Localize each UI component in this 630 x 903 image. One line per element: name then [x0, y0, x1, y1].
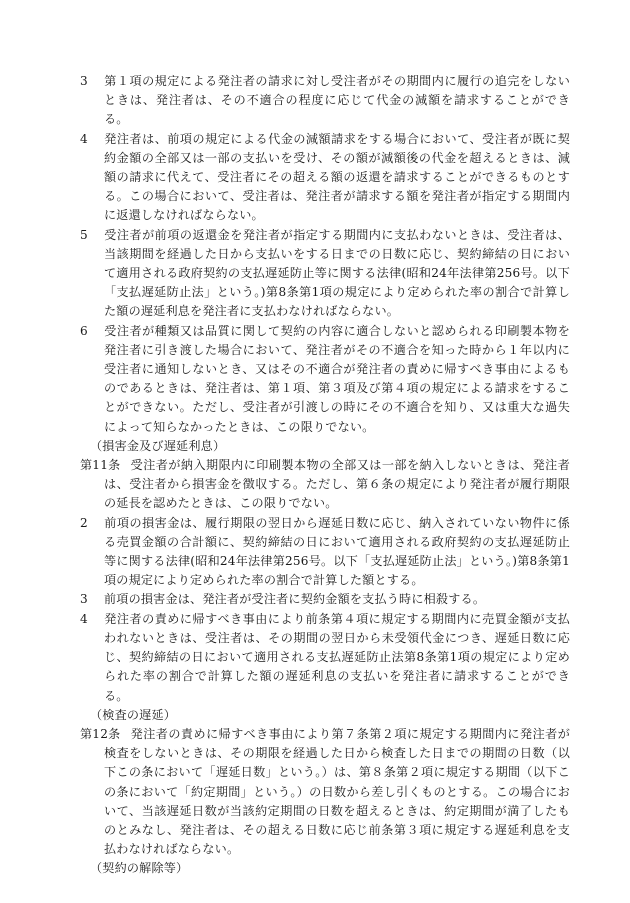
article-number: 第12条: [80, 726, 121, 741]
clause-paragraph: [80, 514, 570, 591]
article-text: 受注者が納入期限内に印刷製本物の全部又は一部を納入しないときは、発注者は、受注者から損害金を徴収する。ただし、第６条の規定により発注者が履行期限の延長を認めたときは、この限りでない。: [104, 458, 570, 511]
clause-number: 3: [80, 74, 88, 88]
clause-text: 前項の損害金は、発注者が受注者に契約金額を支払う時に相殺する。: [104, 592, 486, 607]
clause-text: 前項の損害金は、履行期限の翌日から遅延日数に応じ、納入されていない物件に係る売買金額の合計額に、契約締結の日において適用される政府契約の支払遅延防止等に関する法律(昭和24年法律第256号。以下「支払遅延防止法」という。)第8条第1項の規定により定められた率の割合で計算した額とする。: [104, 515, 570, 588]
clause-paragraph: [80, 72, 570, 130]
clause-number: 2: [80, 515, 88, 530]
clause-paragraph: [80, 590, 570, 609]
clause-text: 第１項の規定による発注者の請求に対し受注者がその期間内に履行の追完をしないときは、発注者は、その不適合の程度に応じて代金の減額を請求することができる。: [104, 74, 570, 127]
section-heading: （契約の解除等）: [90, 861, 189, 876]
clause-paragraph: [80, 610, 570, 706]
clause-text: 発注者は、前項の規定による代金の減額請求をする場合において、受注者が既に契約金額の全部又は一部の支払いを受け、その額が減額後の代金を超えるときは、減額の請求に代えて、受注者にその超える額の返還を請求することができるものとする。この場合において、受注者は、発注者が請求する額を発注者が指定する期間内に返還しなければならない。: [104, 131, 570, 223]
clause-paragraph: [80, 322, 570, 437]
clause-number: 6: [80, 323, 88, 338]
article-text: 発注者の責めに帰すべき事由により第７条第２項に規定する期間内に発注者が検査をしないときは、その期限を経過した日から検査した日までの期間の日数（以下この条において「遅延日数」という。）は、第８条第２項に規定する期間（以下この条において「約定期間」という。）の日数から差し引くものとする。この場合において、当該遅延日数が当該約定期間の日数を超えるときは、約定期間が満了したものとみなし、発注者は、その超える日数に応じ前条第３項に規定する遅延利息を支払わなければならない。: [104, 726, 570, 857]
clause-number: 3: [80, 592, 88, 607]
article-number: 第11条: [80, 458, 121, 473]
section-heading: （損害金及び遅延利息）: [90, 438, 226, 453]
clause-text: 受注者が種類又は品質に関して契約の内容に適合しないと認められる印刷製本物を発注者に引き渡した場合において、発注者がその不適合を知った時から１年以内に受注者に通知しないとき、又はその不適合が発注者の責めに帰すべき事由によるものであるときは、発注者は、第１項、第３項及び第４項の規定による請求をすることができない。ただし、受注者が引渡しの時にその不適合を知り、又は重大な過失によって知らなかったときは、この限りでない。: [104, 323, 570, 434]
contract-text: [80, 72, 570, 879]
clause-text: 受注者が前項の返還金を発注者が指定する期間内に支払わないときは、受注者は、当該期間を経過した日から支払いをする日までの日数に応じ、契約締結の日において適用される政府契約の支払遅延防止等に関する法律(昭和24年法律第256号。以下「支払遅延防止法」という。)第8条第1項の規定により定められた率の割合で計算した額の遅延利息を発注者に支払わなければならない。: [104, 227, 570, 319]
article-paragraph: [80, 456, 570, 514]
article-paragraph: [80, 725, 570, 859]
clause-number: 4: [80, 131, 88, 146]
section-heading: （検査の遅延）: [90, 707, 177, 722]
clause-paragraph: [80, 130, 570, 226]
clause-number: 5: [80, 227, 88, 242]
clause-number: 4: [80, 611, 88, 626]
clause-paragraph: [80, 226, 570, 322]
clause-text: 発注者の責めに帰すべき事由により前条第４項に規定する期間内に売買金額が支払われないときは、受注者は、その期間の翌日から未受領代金につき、遅延日数に応じ、契約締結の日において適用される支払遅延防止法第8条第1項の規定により定められた率の割合で計算した額の遅延利息の支払いを発注者に請求することができる。: [104, 611, 570, 703]
